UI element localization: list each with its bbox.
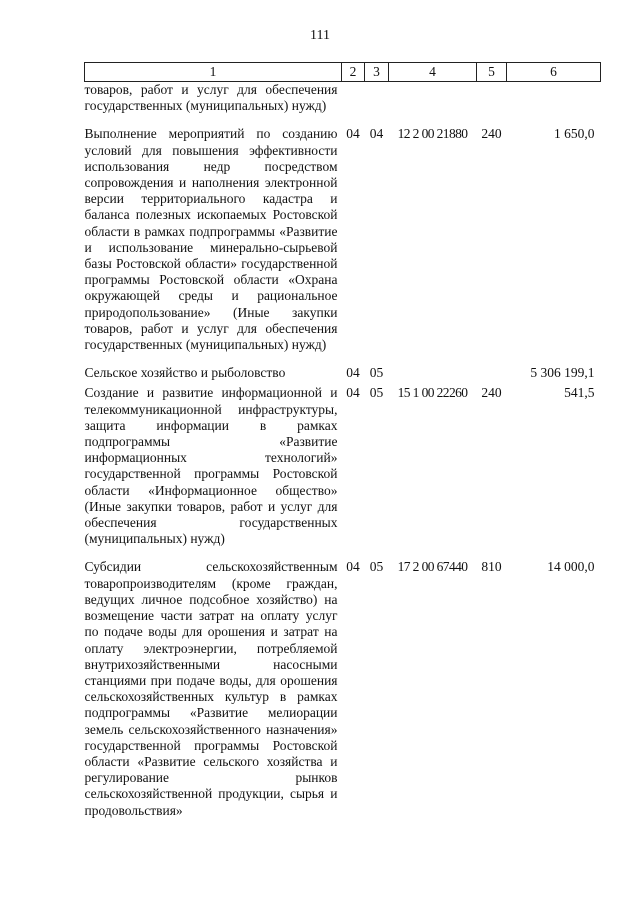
- row-expense-type: 240: [481, 126, 502, 142]
- row-section: [342, 82, 365, 115]
- row-amount: 1 650,0: [554, 126, 595, 142]
- table-row: [85, 365, 601, 381]
- header-cell-subsection: 3: [365, 63, 389, 82]
- page-number: 111: [310, 28, 330, 43]
- row-target-article: [389, 82, 477, 115]
- row-amount: 14 000,0: [547, 559, 595, 575]
- row-subsection: 05: [369, 385, 384, 401]
- table-header-row: [85, 63, 601, 82]
- row-expense-type: 810: [481, 559, 502, 575]
- row-target-article: 17 2 00 67440: [397, 559, 468, 575]
- row-target-article: 12 2 00 21880: [397, 126, 468, 142]
- table-row: [85, 385, 601, 547]
- row-section: 04: [346, 559, 360, 575]
- table-row: [85, 559, 601, 818]
- row-subsection: 05: [369, 365, 384, 381]
- row-amount: 541,5: [564, 385, 595, 401]
- row-subsection: [365, 82, 389, 115]
- budget-table: [84, 62, 601, 819]
- row-subsection: 04: [369, 126, 384, 142]
- header-cell-section: 2: [342, 63, 365, 82]
- row-name: Выполнение мероприятий по созданию условий для повышения эффективности использования недр посредством сопровождения и наполнения электронной версии территориального кадастра и баланса полезных ископаемых Ростовской области в рамках подпрограммы «Развитие и использование минерально-сырьевой базы Ростовской области» государственной программы Ростовской области «Охрана окружающей среды и рациональное природопользование» (Иные закупки товаров, работ и услуг для обеспечения государственных (муниципальных) нужд): [84, 126, 338, 353]
- row-expense-type: 240: [481, 385, 502, 401]
- row-target-article: [389, 365, 477, 381]
- row-name: Создание и развитие информационной и телекоммуникационной инфраструктуры, защита информации в рамках подпрограммы «Развитие информационных технологий» государственной программы Ростовской области «Информационное общество» (Иные закупки товаров, работ и услуг для обеспечения государственных (муниципальных) нужд): [84, 385, 338, 547]
- header-cell-expense-type: 5: [477, 63, 507, 82]
- table-row: [85, 126, 601, 353]
- row-amount: 5 306 199,1: [530, 365, 595, 381]
- header-cell-name: 1: [85, 63, 342, 82]
- row-subsection: 05: [369, 559, 384, 575]
- row-name: товаров, работ и услуг для обеспечения государственных (муниципальных) нужд): [84, 82, 338, 114]
- row-expense-type: [477, 82, 507, 115]
- row-section: 04: [346, 385, 360, 401]
- row-name: Сельское хозяйство и рыболовство: [84, 365, 286, 381]
- row-section: 04: [346, 126, 360, 142]
- header-cell-amount: 6: [507, 63, 601, 82]
- header-cell-target-article: 4: [389, 63, 477, 82]
- table-row: [85, 82, 601, 115]
- row-name: Субсидии сельскохозяйственным товаропроизводителям (кроме граждан, ведущих личное подсобное хозяйство) на возмещение части затрат на оплату услуг по подаче воды для орошения и затрат на оплату электроэнергии, потребляемой внутрихозяйственными насосными станциями при подаче воды, для орошения сельскохозяйственных культур в рамках подпрограммы «Развитие мелиорации земель сельскохозяйственного назначения» государственной программы Ростовской области «Развитие сельского хозяйства и регулирование рынков сельскохозяйственной продукции, сырья и продовольствия»: [84, 559, 338, 818]
- row-target-article: 15 1 00 22260: [397, 385, 468, 401]
- row-expense-type: [477, 365, 507, 381]
- row-section: 04: [346, 365, 360, 381]
- row-amount: [507, 82, 601, 115]
